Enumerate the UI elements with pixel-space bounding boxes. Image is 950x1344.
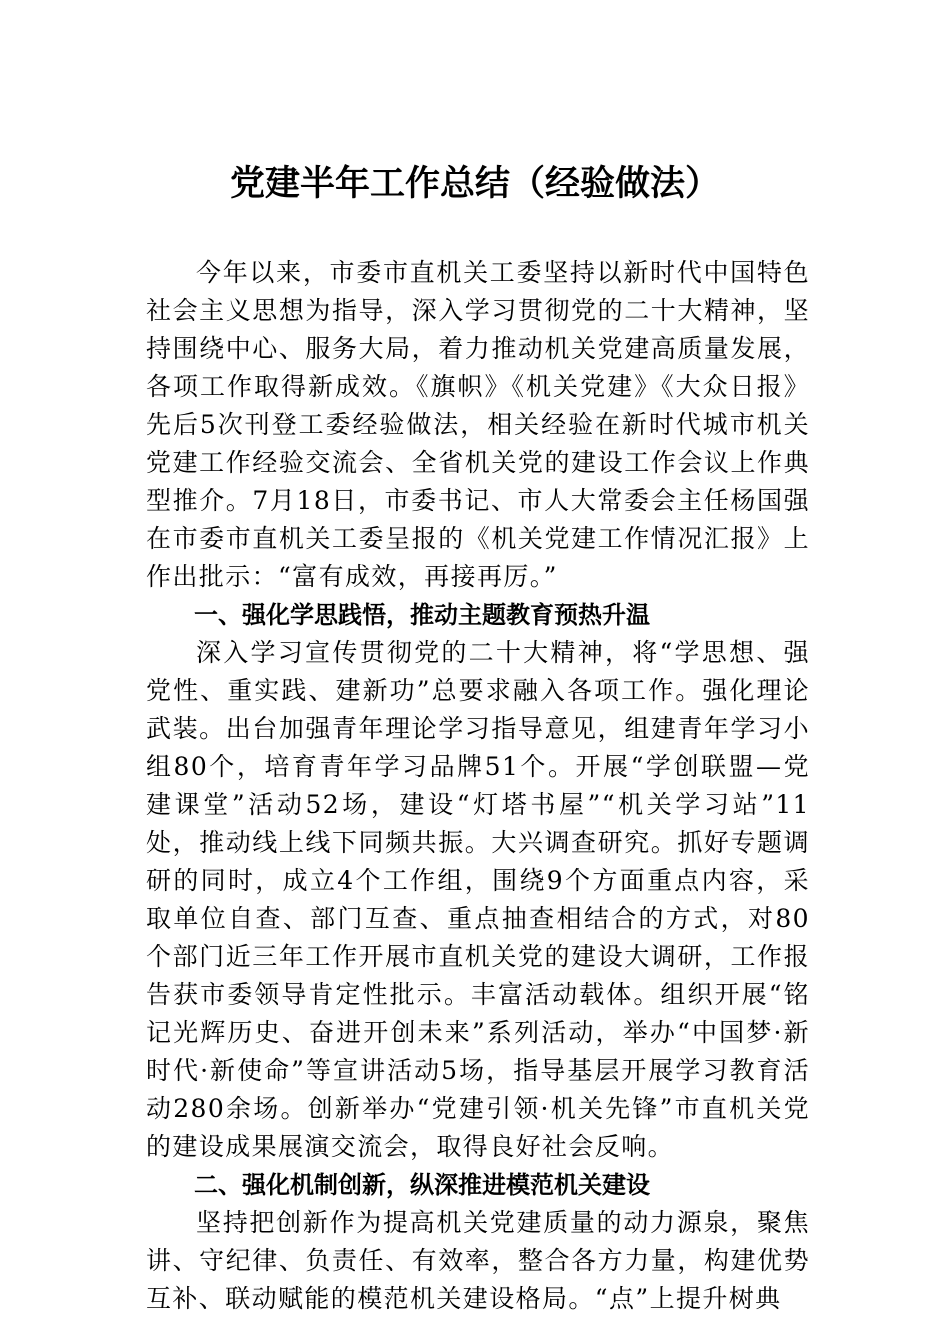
document-body	[146, 254, 810, 1318]
intro-paragraph: 今年以来，市委市直机关工委坚持以新时代中国特色社会主义思想为指导，深入学习贯彻党的二十大精神，坚持围绕中心、服务大局，着力推动机关党建高质量发展，各项工作取得新成效。《旗帜》《机关党建》《大众日报》先后5次刊登工委经验做法，相关经验在新时代城市机关党建工作经验交流会、全省机关党的建设工作会议上作典型推介。7月18日，市委书记、市人大常委会主任杨国强在市委市直机关工委呈报的《机关党建工作情况汇报》上作出批示：“富有成效，再接再厉。”	[146, 258, 810, 591]
section-paragraph-1: 深入学习宣传贯彻党的二十大精神，将“学思想、强党性、重实践、建新功”总要求融入各项工作。强化理论武装。出台加强青年理论学习指导意见，组建青年学习小组80个，培育青年学习品牌51个。开展“学创联盟—党建课堂”活动52场，建设“灯塔书屋”“机关学习站”11处，推动线上线下同频共振。大兴调查研究。抓好专题调研的同时，成立4个工作组，围绕9个方面重点内容，采取单位自查、部门互查、重点抽查相结合的方式，对80个部门近三年工作开展市直机关党的建设大调研，工作报告获市委领导肯定性批示。丰富活动载体。组织开展“铭记光辉历史、奋进开创未来”系列活动，举办“中国梦·新时代·新使命”等宣讲活动5场，指导基层开展学习教育活动280余场。创新举办“党建引领·机关先锋”市直机关党的建设成果展演交流会，取得良好社会反响。	[146, 638, 810, 1161]
section-heading-2: 二、强化机制创新，纵深推进模范机关建设	[194, 1171, 650, 1199]
document-title: 党建半年工作总结（经验做法）	[229, 163, 720, 204]
section-heading-1: 一、强化学思践悟，推动主题教育预热升温	[194, 601, 650, 629]
section-paragraph-2: 坚持把创新作为提高机关党建质量的动力源泉，聚焦讲、守纪律、负责任、有效率，整合各方力量，构建优势互补、联动赋能的模范机关建设格局。“点”上提升树典	[146, 1208, 810, 1313]
